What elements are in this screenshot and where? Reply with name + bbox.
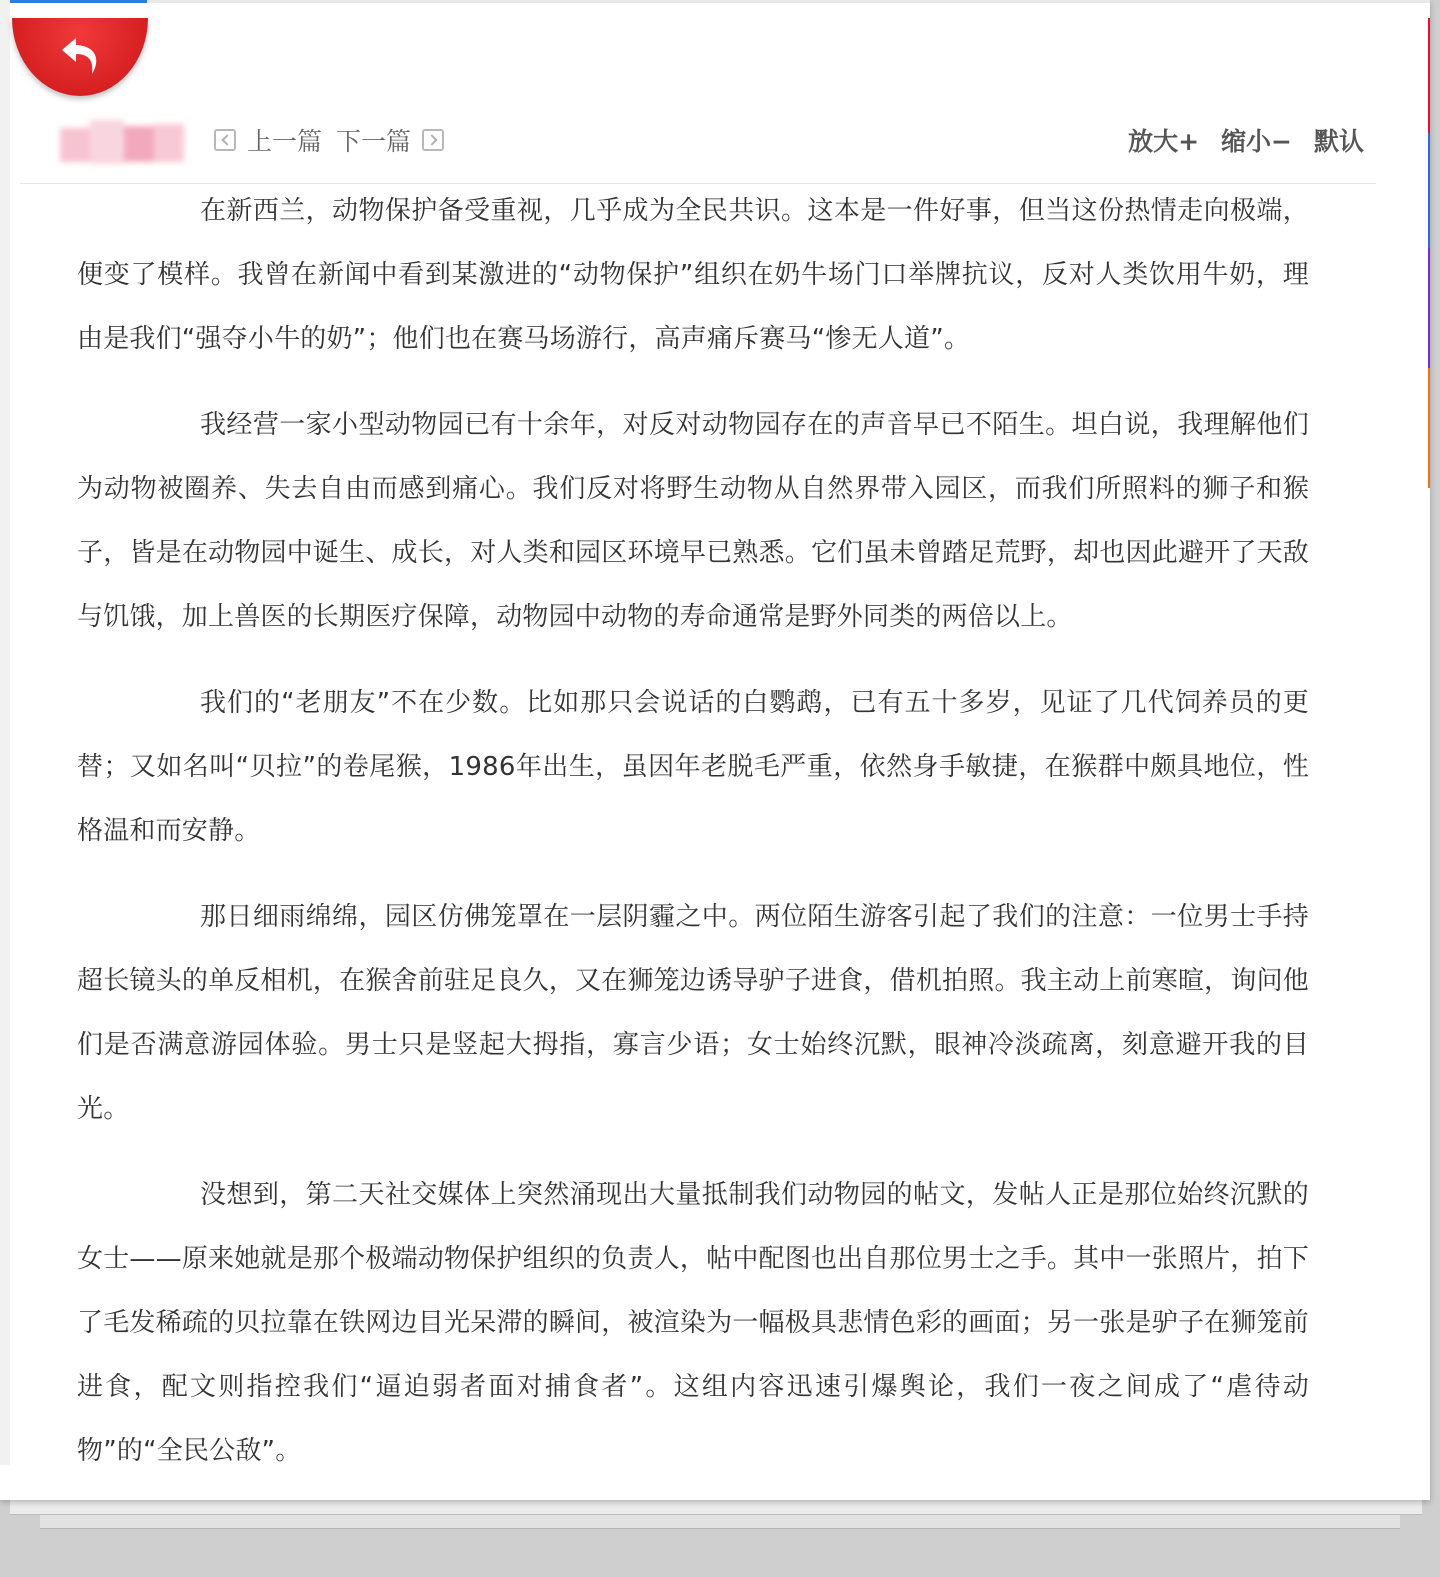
article-paragraph: 没想到，第二天社交媒体上突然涌现出大量抵制我们动物园的帖文，发帖人正是那位始终沉默的女士——原来她就是那个极端动物保护组织的负责人，帖中配图也出自那位男士之手。其中一张照片，拍下了毛发稀疏的贝拉靠在铁网边目光呆滞的瞬间，被渲染为一幅极具悲情色彩的画面；另一张是驴子在狮笼前进食，配文则指控我们“逼迫弱者面对捕食者”。这组内容迅速引爆舆论，我们一夜之间成了“虐待动物”的“全民公敌”。 [77, 1180, 1309, 1466]
zoom-in-button[interactable]: 放大+ [1128, 127, 1200, 156]
chevron-left-icon[interactable] [214, 129, 236, 151]
next-article-link[interactable]: 下一篇 [336, 127, 412, 156]
reading-progress-fill [0, 0, 147, 3]
zoom-out-button[interactable]: 缩小− [1221, 127, 1292, 156]
page-stack-edge [40, 1514, 1400, 1529]
back-button[interactable] [12, 18, 148, 96]
page-stack-edge [10, 1500, 1422, 1515]
article-navigation [214, 122, 444, 158]
back-arrow-icon [58, 32, 104, 80]
edge-marker [1428, 18, 1430, 133]
article-paragraph: 那日细雨绵绵，园区仿佛笼罩在一层阴霾之中。两位陌生游客引起了我们的注意：一位男士手持超长镜头的单反相机，在猴舍前驻足良久，又在狮笼边诱导驴子进食，借机拍照。我主动上前寒暄，询问他们是否满意游园体验。男士只是竖起大拇指，寡言少语；女士始终沉默，眼神冷淡疏离，刻意避开我的目光。 [77, 902, 1309, 1124]
left-gutter [0, 0, 10, 1465]
edge-marker [1428, 133, 1430, 248]
edge-marker [1428, 368, 1430, 488]
article-body [77, 179, 1309, 1500]
prev-article-link[interactable]: 上一篇 [247, 127, 323, 156]
right-edge-markers [1428, 18, 1430, 488]
font-size-controls [1128, 122, 1364, 158]
article-paragraph: 我们的“老朋友”不在少数。比如那只会说话的白鹦鹉，已有五十多岁，见证了几代饲养员的更替；又如名叫“贝拉”的卷尾猴，1986年出生，虽因年老脱毛严重，依然身手敏捷，在猴群中颇具地位，性格温和而安静。 [77, 688, 1309, 846]
chevron-right-icon[interactable] [422, 129, 444, 151]
zoom-default-button[interactable]: 默认 [1313, 127, 1364, 156]
author-avatar-blurred [60, 120, 186, 164]
reading-progress-bar [0, 0, 1430, 3]
article-paragraph: 在新西兰，动物保护备受重视，几乎成为全民共识。这本是一件好事，但当这份热情走向极端，便变了模样。我曾在新闻中看到某激进的“动物保护”组织在奶牛场门口举牌抗议，反对人类饮用牛奶，理由是我们“强夺小牛的奶”；他们也在赛马场游行，高声痛斥赛马“惨无人道”。 [77, 196, 1309, 354]
article-paragraph: 我经营一家小型动物园已有十余年，对反对动物园存在的声音早已不陌生。坦白说，我理解他们为动物被圈养、失去自由而感到痛心。我们反对将野生动物从自然界带入园区，而我们所照料的狮子和猴子，皆是在动物园中诞生、成长，对人类和园区环境早已熟悉。它们虽未曾踏足荒野，却也因此避开了天敌与饥饿，加上兽医的长期医疗保障，动物园中动物的寿命通常是野外同类的两倍以上。 [77, 410, 1309, 632]
edge-marker [1428, 248, 1430, 368]
